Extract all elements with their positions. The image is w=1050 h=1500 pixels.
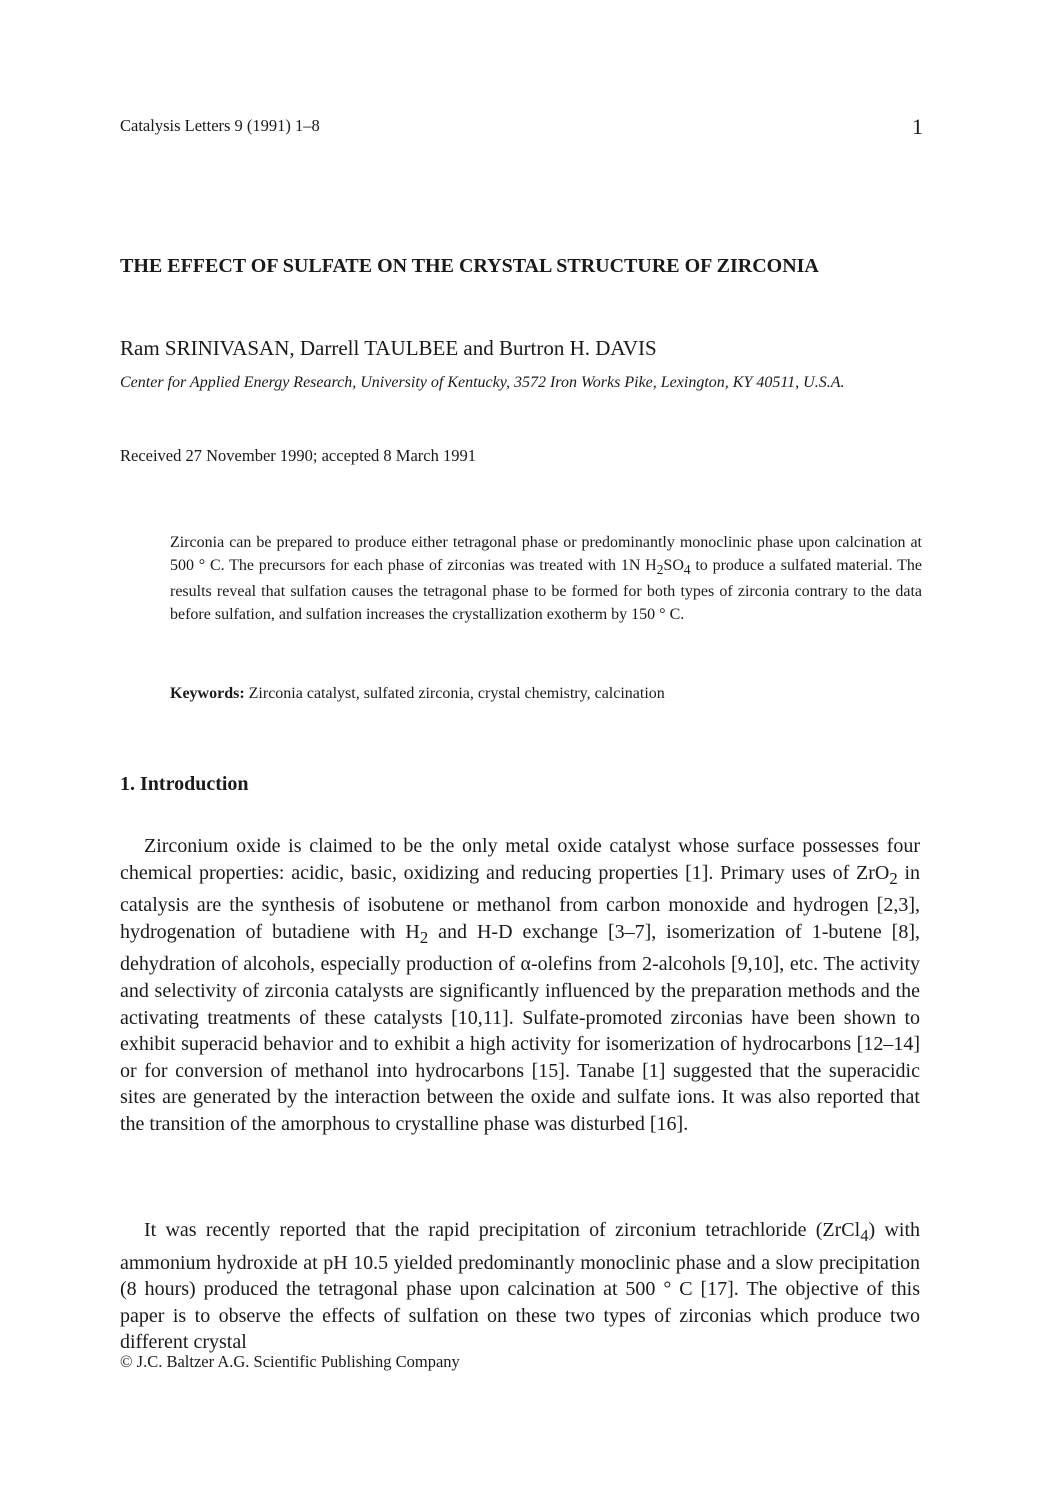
keywords-text: Zirconia catalyst, sulfated zirconia, crystal chemistry, calcination: [244, 685, 665, 702]
abstract-text: Zirconia can be prepared to produce either tetragonal phase or predominantly monoclinic phase upon calcination at 500 ° C. The precursors for each phase of zirconias was treated with 1N H: [170, 534, 922, 574]
subscript: 2: [419, 927, 429, 947]
paragraph-text: in catalysis are the synthesis of isobutene or methanol from carbon monoxide and hydrogen [2,3], hydrogenation of butadiene with H: [120, 861, 920, 943]
intro-paragraph-1: [120, 833, 920, 1138]
abstract-text: SO: [663, 556, 684, 574]
copyright-notice: © J.C. Baltzer A.G. Scientific Publishing Company: [120, 1352, 460, 1371]
keywords-label: Keywords:: [170, 685, 245, 702]
keywords: [170, 685, 665, 703]
paragraph-text: Zirconium oxide is claimed to be the only metal oxide catalyst whose surface possesses four chemical properties: acidic, basic, oxidizing and reducing properties [1]. Primary uses of ZrO: [120, 835, 920, 884]
page-number: 1: [912, 114, 923, 139]
subscript: 2: [656, 561, 664, 577]
received-date: Received 27 November 1990; accepted 8 March 1991: [120, 446, 476, 465]
intro-paragraph-2: [120, 1217, 920, 1356]
abstract: [170, 532, 922, 626]
paragraph-text: and H-D exchange [3–7], isomerization of 1-butene [8], dehydration of alcohols, especially production of α-olefins from 2-alcohols [9,10], etc. The activity and selectivity of zirconia catalysts are significantly influenced by the preparation methods and the activating treatments of these catalysts [10,11]. Sulfate-promoted zirconias have been shown to exhibit superacid behavior and to exhibit a high activity for isomerization of hydrocarbons [12–14] or for conversion of methanol into hydrocarbons [15]. Tanabe [1] suggested that the superacidic sites are generated by the interaction between the oxide and sulfate ions. It was also reported that the transition of the amorphous to crystalline phase was disturbed [16].: [120, 920, 920, 1135]
journal-citation: Catalysis Letters 9 (1991) 1–8: [120, 116, 320, 135]
subscript: 4: [683, 561, 691, 577]
paragraph-text: ) with ammonium hydroxide at pH 10.5 yielded predominantly monoclinic phase and a slow precipitation (8 hours) produced the tetragonal phase upon calcination at 500 ° C [17]. The objective of this paper is to observe the effects of sulfation on these two types of zirconias which produce two different crystal: [120, 1219, 921, 1354]
affiliation: Center for Applied Energy Research, University of Kentucky, 3572 Iron Works Pike, Lexington, KY 40511, U.S.A.: [120, 374, 845, 391]
subscript: 2: [889, 868, 898, 888]
paragraph-text: It was recently reported that the rapid precipitation of zirconium tetrachloride (ZrCl: [144, 1219, 861, 1241]
subscript: 4: [860, 1226, 869, 1245]
section-heading: 1. Introduction: [120, 773, 249, 795]
article-title: THE EFFECT OF SULFATE ON THE CRYSTAL STRUCTURE OF ZIRCONIA: [120, 255, 819, 277]
abstract-text: to produce a sulfated material. The results reveal that sulfation causes the tetragonal phase to be formed for both types of zirconia contrary to the data before sulfation, and sulfation increases the crystallization exotherm by 150 ° C.: [170, 556, 922, 623]
author-list: Ram SRINIVASAN, Darrell TAULBEE and Burtron H. DAVIS: [120, 336, 657, 360]
